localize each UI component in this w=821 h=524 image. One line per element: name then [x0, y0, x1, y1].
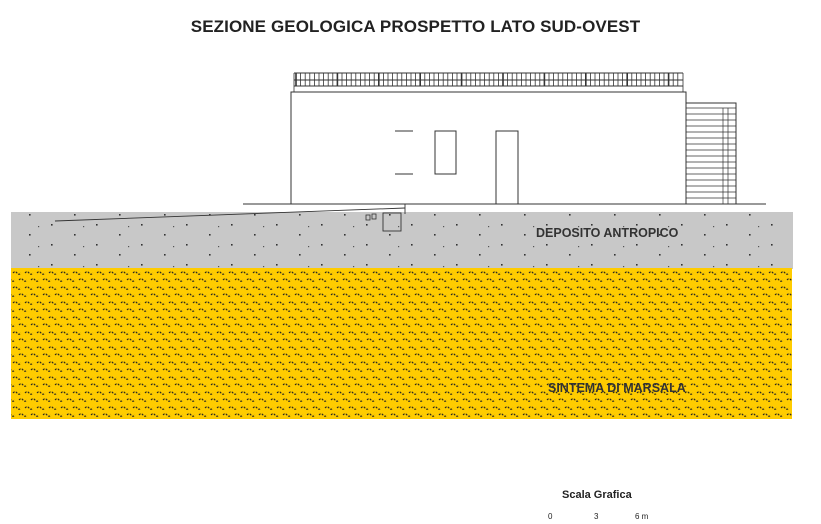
window — [435, 131, 456, 174]
building-wall — [291, 92, 686, 204]
layer-dots — [11, 212, 793, 269]
layer-pattern — [11, 268, 792, 419]
scale-title: Scala Grafica — [562, 489, 632, 501]
page-title: SEZIONE GEOLOGICA PROSPETTO LATO SUD-OVEST — [190, 17, 641, 36]
scale-tick-3: 3 — [594, 512, 599, 521]
scale-tick-0: 0 — [548, 512, 553, 521]
stair-block — [686, 103, 736, 204]
roof-railing — [294, 73, 683, 92]
door — [496, 131, 518, 204]
layer-label-deposito: DEPOSITO ANTROPICO — [536, 226, 679, 240]
layer-sintema-di-marsala — [11, 268, 792, 419]
scale-tick-6: 6 m — [635, 512, 649, 521]
building-elevation — [243, 73, 766, 204]
layer-label-sintema: SINTEMA DI MARSALA — [548, 381, 686, 395]
layer-deposito-antropico — [11, 204, 793, 269]
